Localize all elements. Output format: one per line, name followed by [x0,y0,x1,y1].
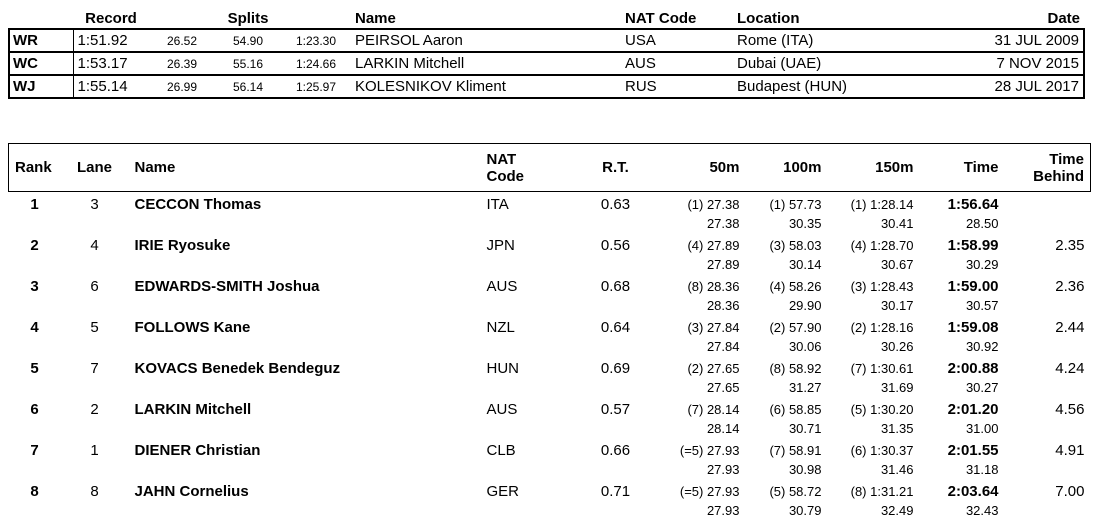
record-row [9,29,1084,52]
reaction-time: 0.63 [600,195,631,213]
nat-code: AUS [486,277,518,295]
nat-code: GER [486,482,520,500]
cumulative-50m: (3) 27.84 [687,319,740,335]
split-row [9,419,1091,438]
split-100m: 30.98 [788,462,822,477]
cumulative-50m: (7) 28.14 [687,401,740,417]
record-split-150: 1:23.30 [295,33,337,48]
final-time: 2:03.64 [947,482,999,500]
nat-code: NZL [486,318,515,336]
final-time: 1:56.64 [947,195,999,213]
record-split-150: 1:25.97 [295,79,337,94]
split-row [9,214,1091,233]
split-50m: 28.36 [706,298,740,313]
lane: 8 [90,482,99,500]
split-row [9,378,1091,397]
lane: 3 [90,195,99,213]
header-nat-code [481,144,586,192]
record-location: Budapest (HUN) [737,78,848,95]
results-header-row [9,144,1091,192]
header-name: Name [134,159,176,176]
split-200m: 30.57 [965,298,999,313]
lane: 2 [90,400,99,418]
lane: 5 [90,318,99,336]
time-behind [1005,192,1091,215]
split-100m: 30.79 [788,503,822,518]
records-header-splits: Splits [227,9,269,27]
cumulative-150m: (7) 1:30.61 [850,360,914,376]
records-header-date: Date [1047,9,1080,27]
nat-code: JPN [486,236,515,254]
record-date: 28 JUL 2017 [994,78,1079,95]
split-50m: 27.89 [706,257,740,272]
cumulative-100m: (2) 57.90 [769,319,822,335]
reaction-time: 0.69 [600,359,631,377]
cumulative-100m: (4) 58.26 [769,278,822,294]
result-row [9,356,1091,378]
record-date: 7 NOV 2015 [996,55,1079,72]
reaction-time: 0.71 [600,482,631,500]
record-row [9,52,1084,75]
header-nat-line2: Code [486,167,524,185]
split-150m: 31.46 [880,462,914,477]
split-row [9,296,1091,315]
split-150m: 30.41 [880,216,914,231]
time-behind: 4.56 [1055,400,1085,418]
reaction-time: 0.64 [600,318,631,336]
record-nat: AUS [625,55,656,72]
records-header-nat: NAT Code [625,9,697,27]
cumulative-50m: (8) 28.36 [687,278,740,294]
reaction-time: 0.66 [600,441,631,459]
record-split-100: 54.90 [232,33,264,48]
result-row [9,438,1091,460]
split-100m: 30.71 [788,421,822,436]
split-150m: 30.67 [880,257,914,272]
cumulative-100m: (8) 58.92 [769,360,822,376]
split-row [9,337,1091,356]
final-time: 1:58.99 [947,236,999,254]
time-behind: 2.35 [1055,236,1085,254]
record-holder-name: PEIRSOL Aaron [355,32,463,49]
record-split-150: 1:24.66 [295,56,337,71]
split-150m: 32.49 [880,503,914,518]
lane: 4 [90,236,99,254]
nat-code: ITA [486,195,509,213]
cumulative-50m: (1) 27.38 [687,196,740,212]
records-table [8,8,1085,99]
result-row [9,479,1091,501]
rank: 5 [30,359,39,377]
athlete-name: DIENER Christian [134,441,261,459]
result-row [9,315,1091,337]
header-behind-line1: Time [1049,150,1084,168]
time-behind: 4.91 [1055,441,1085,459]
result-row [9,274,1091,296]
record-split-50: 26.99 [166,79,198,94]
record-location: Dubai (UAE) [737,55,822,72]
athlete-name: CECCON Thomas [134,195,262,213]
athlete-name: FOLLOWS Kane [134,318,251,336]
cumulative-150m: (8) 1:31.21 [850,483,914,499]
rank: 8 [30,482,39,500]
split-200m: 30.29 [965,257,999,272]
lane: 1 [90,441,99,459]
split-100m: 30.14 [788,257,822,272]
cumulative-50m: (=5) 27.93 [679,442,740,458]
cumulative-100m: (1) 57.73 [769,196,822,212]
split-50m: 27.65 [706,380,740,395]
cumulative-150m: (5) 1:30.20 [850,401,914,417]
split-200m: 28.50 [965,216,999,231]
record-time: 1:53.17 [77,55,128,72]
record-code: WR [9,29,73,52]
cumulative-100m: (3) 58.03 [769,237,822,253]
final-time: 2:00.88 [947,359,999,377]
header-behind-line2: Behind [1033,167,1084,185]
rank: 1 [30,195,39,213]
records-header-code [9,8,73,29]
split-150m: 30.26 [880,339,914,354]
rank: 3 [30,277,39,295]
result-row [9,397,1091,419]
cumulative-100m: (7) 58.91 [769,442,822,458]
nat-code: AUS [486,400,518,418]
record-nat: USA [625,32,656,49]
header-time-behind [1005,144,1091,192]
split-150m: 30.17 [880,298,914,313]
result-row [9,233,1091,255]
split-150m: 31.35 [880,421,914,436]
header-50m: 50m [709,159,740,176]
header-lane: Lane [76,159,112,176]
split-200m: 31.18 [965,462,999,477]
record-holder-name: LARKIN Mitchell [355,55,465,72]
final-time: 2:01.55 [947,441,999,459]
record-nat: RUS [625,78,657,95]
time-behind: 2.44 [1055,318,1085,336]
athlete-name: JAHN Cornelius [134,482,249,500]
lane: 7 [90,359,99,377]
reaction-time: 0.68 [600,277,631,295]
split-200m: 30.27 [965,380,999,395]
athlete-name: IRIE Ryosuke [134,236,231,254]
record-date: 31 JUL 2009 [994,32,1079,49]
cumulative-50m: (4) 27.89 [687,237,740,253]
split-50m: 28.14 [706,421,740,436]
split-50m: 27.93 [706,462,740,477]
record-code: WC [9,52,73,75]
reaction-time: 0.56 [600,236,631,254]
athlete-name: LARKIN Mitchell [134,400,252,418]
reaction-time: 0.57 [600,400,631,418]
records-header-row [9,8,1084,29]
record-location: Rome (ITA) [737,32,814,49]
record-time: 1:55.14 [77,78,128,95]
time-behind: 7.00 [1055,482,1085,500]
results-body [9,192,1091,521]
cumulative-150m: (4) 1:28.70 [850,237,914,253]
split-100m: 31.27 [788,380,822,395]
cumulative-100m: (6) 58.85 [769,401,822,417]
header-nat-line1: NAT [486,150,517,168]
split-100m: 30.35 [788,216,822,231]
time-behind: 4.24 [1055,359,1085,377]
split-row [9,501,1091,520]
rank: 6 [30,400,39,418]
record-split-50: 26.39 [166,56,198,71]
split-100m: 29.90 [788,298,822,313]
athlete-name: KOVACS Benedek Bendeguz [134,359,341,377]
split-200m: 32.43 [965,503,999,518]
record-holder-name: KOLESNIKOV Kliment [355,78,506,95]
split-50m: 27.38 [706,216,740,231]
time-behind: 2.36 [1055,277,1085,295]
split-200m: 30.92 [965,339,999,354]
record-row [9,75,1084,98]
split-50m: 27.93 [706,503,740,518]
records-header-location: Location [737,9,800,27]
cumulative-50m: (2) 27.65 [687,360,740,376]
rank: 4 [30,318,39,336]
header-rank: Rank [15,159,52,176]
results-table [8,143,1091,520]
rank: 7 [30,441,39,459]
final-time: 1:59.08 [947,318,999,336]
split-150m: 31.69 [880,380,914,395]
final-time: 1:59.00 [947,277,999,295]
records-header-record: Record [85,9,137,27]
athlete-name: EDWARDS-SMITH Joshua [134,277,320,295]
cumulative-150m: (6) 1:30.37 [850,442,914,458]
header-rt: R.T. [602,159,629,176]
cumulative-150m: (2) 1:28.16 [850,319,914,335]
cumulative-50m: (=5) 27.93 [679,483,740,499]
record-split-50: 26.52 [166,33,198,48]
cumulative-100m: (5) 58.72 [769,483,822,499]
record-split-100: 56.14 [232,79,264,94]
header-150m: 150m [875,159,914,176]
split-100m: 30.06 [788,339,822,354]
cumulative-150m: (1) 1:28.14 [850,196,914,212]
final-time: 2:01.20 [947,400,999,418]
rank: 2 [30,236,39,254]
split-50m: 27.84 [706,339,740,354]
split-row [9,460,1091,479]
nat-code: HUN [486,359,519,377]
header-100m: 100m [783,159,822,176]
result-row [9,192,1091,215]
nat-code: CLB [486,441,516,459]
header-time: Time [963,159,999,176]
record-split-100: 55.16 [232,56,264,71]
record-code: WJ [9,75,73,98]
split-row [9,255,1091,274]
split-200m: 31.00 [965,421,999,436]
record-time: 1:51.92 [77,32,128,49]
records-header-name: Name [355,9,396,27]
cumulative-150m: (3) 1:28.43 [850,278,914,294]
lane: 6 [90,277,99,295]
